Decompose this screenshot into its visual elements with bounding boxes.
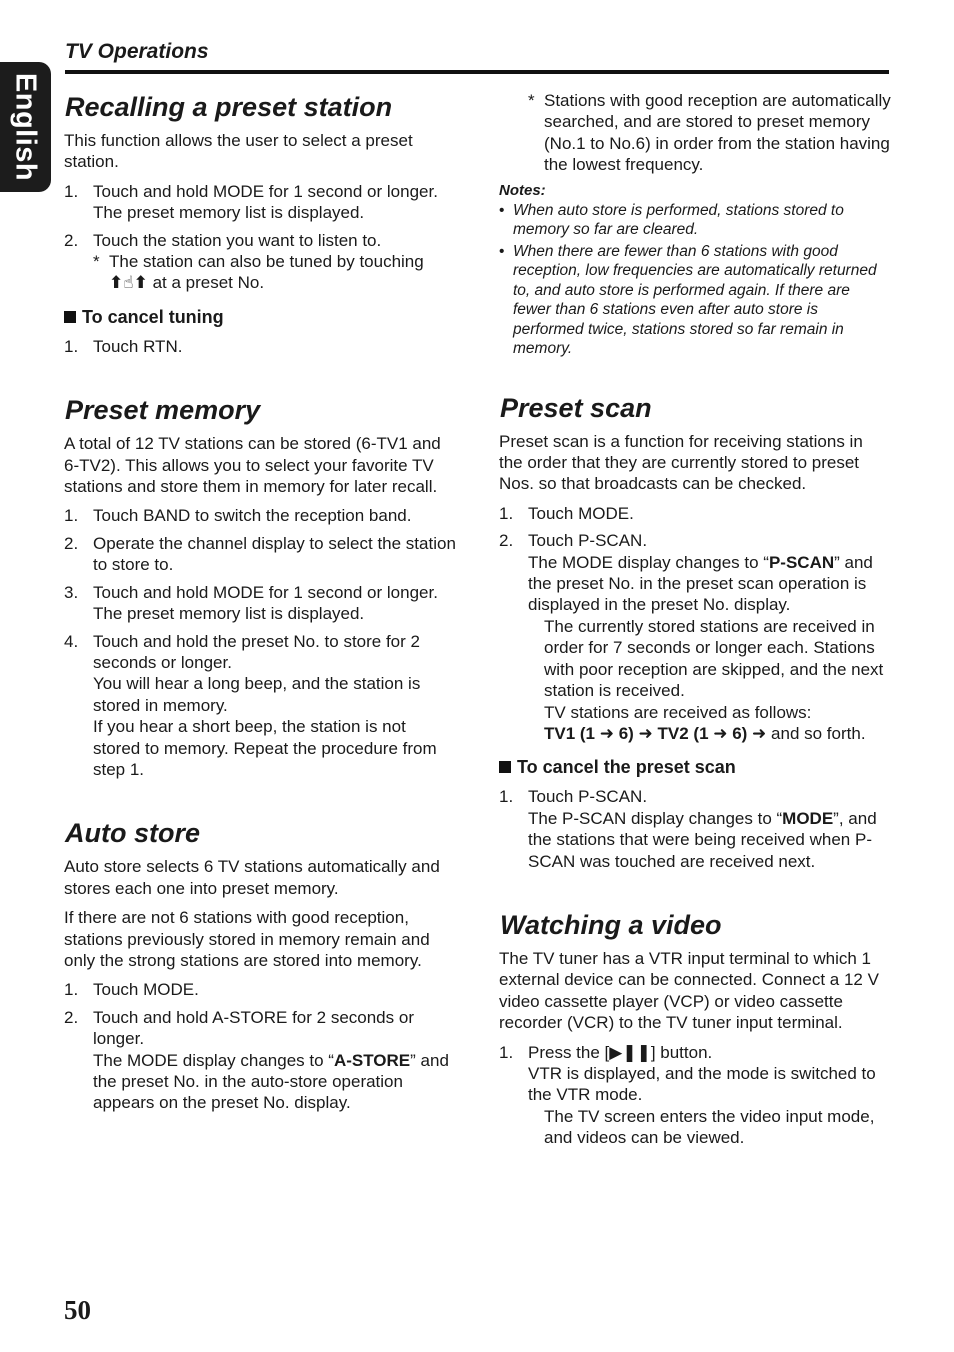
video-steps bbox=[499, 1042, 891, 1149]
list-item: 2. Touch the station you want to listen to. * The station can also be tuned by touching ⬆☝⬆ at a preset No. bbox=[64, 230, 456, 294]
list-item: 2. Touch and hold A-STORE for 2 seconds or longer. The MODE display changes to “A-STORE” and the preset No. in the auto-store operation appears on the preset No. display. bbox=[64, 1007, 449, 1113]
recall-intro: This function allows the user to select a preset station. bbox=[64, 131, 413, 172]
list-item: 1. Press the [▶❚❚] button. VTR is displayed, and the mode is switched to the VTR mode. The TV screen enters the video input mode, and videos can be viewed. bbox=[499, 1042, 876, 1148]
auto-store-intro2: If there are not 6 stations with good reception, stations previously stored in memory remain and only the strong stations are stored into memory. bbox=[64, 908, 430, 970]
cancel-scan-heading: To cancel the preset scan bbox=[499, 756, 891, 778]
preset-scan-intro: Preset scan is a function for receiving stations in the order that they are currently stored to preset Nos. so that broadcasts can be checked. bbox=[499, 431, 863, 494]
language-tab bbox=[0, 62, 51, 192]
preset-memory-steps bbox=[64, 505, 456, 780]
recall-step1: Touch and hold MODE for 1 second or longer. bbox=[93, 181, 438, 201]
header-rule bbox=[65, 70, 889, 74]
note-item: • When auto store is performed, stations stored to memory so far are cleared. bbox=[499, 201, 844, 239]
list-item: 1. Touch RTN. bbox=[64, 336, 183, 356]
play-pause-icon: ▶❚❚ bbox=[609, 1042, 651, 1062]
list-item: 1. Touch P-SCAN. The P-SCAN display changes to “MODE”, and the stations that were being received when P-SCAN was touched are received next. bbox=[499, 787, 877, 871]
list-item: 1. Touch MODE. bbox=[64, 980, 199, 1000]
recall-step1-sub: The preset memory list is displayed. bbox=[93, 203, 365, 223]
preset-memory-title: Preset memory bbox=[65, 395, 261, 426]
section-label: TV Operations bbox=[65, 40, 209, 63]
auto-store-intro1: Auto store selects 6 TV stations automatically and stores each one into preset memory. bbox=[64, 857, 440, 898]
notes-title: Notes: bbox=[499, 181, 546, 199]
page-number: 50 bbox=[64, 1295, 91, 1325]
list-item: 2. Touch P-SCAN. The MODE display changes to “P-SCAN” and the preset No. in the preset scan operation is displayed in the preset No. display. The currently stored stations are received in order for 7 seconds or longer each. Stations with poor reception are skipped, and the next station is received. TV stations are received as follows: TV1 (1 ➜ 6) ➜ TV2 (1 ➜ 6) ➜ and so forth. bbox=[499, 531, 884, 743]
cancel-tuning-steps bbox=[64, 336, 456, 357]
language-tab-label: English bbox=[9, 72, 42, 182]
watching-video-title: Watching a video bbox=[500, 909, 722, 940]
recall-step2: Touch the station you want to listen to. bbox=[93, 230, 382, 250]
recall-title: Recalling a preset station bbox=[65, 92, 393, 122]
cancel-scan-steps bbox=[499, 786, 891, 872]
list-item: 1. Touch and hold MODE for 1 second or longer. The preset memory list is displayed. bbox=[64, 181, 456, 224]
list-item: 1. Touch BAND to switch the reception band. bbox=[64, 506, 412, 526]
auto-store-title: Auto store bbox=[65, 818, 200, 849]
right-column bbox=[499, 90, 891, 1155]
cancel-tuning-heading: To cancel tuning bbox=[64, 306, 456, 328]
list-item: 2. Operate the channel display to select the station to store to. bbox=[64, 533, 456, 575]
list-item: 1. Touch MODE. bbox=[499, 503, 634, 523]
auto-store-star-note: * Stations with good reception are automatically searched, and are stored to preset memory (No.1 to No.6) in order from the station having the lowest frequency. bbox=[528, 91, 891, 175]
list-item: 4. Touch and hold the preset No. to store for 2 seconds or longer. You will hear a long beep, and the station is stored in memory. If you hear a short beep, the station is not stored to memory. Repeat the procedure from step 1. bbox=[64, 631, 437, 779]
recall-step2-note: * The station can also be tuned by touching ⬆☝⬆ at a preset No. bbox=[93, 252, 424, 293]
preset-arrows-icon: ⬆☝⬆ bbox=[109, 273, 148, 293]
list-item: 3. Touch and hold MODE for 1 second or longer. The preset memory list is displayed. bbox=[64, 582, 438, 624]
left-column bbox=[64, 90, 456, 1120]
recall-steps bbox=[64, 181, 456, 294]
preset-scan-steps bbox=[499, 503, 891, 744]
note-item: • When there are fewer than 6 stations with good reception, low frequencies are automatically returned to, and auto store is performed again. If there are fewer than 6 stations even after auto store is performed twice, stations stored so far remain in memory. bbox=[499, 242, 877, 358]
preset-scan-title: Preset scan bbox=[500, 392, 652, 423]
video-intro: The TV tuner has a VTR input terminal to which 1 external device can be connected. Connect a 12 V video cassette player (VCP) or video cassette recorder (VCR) to the TV tuner input terminal. bbox=[499, 948, 879, 1033]
square-bullet-icon bbox=[64, 311, 76, 323]
preset-memory-intro: A total of 12 TV stations can be stored (6-TV1 and 6-TV2). This allows you to select your favorite TV stations and store them in memory for later recall. bbox=[64, 434, 441, 497]
auto-store-steps bbox=[64, 979, 456, 1113]
square-bullet-icon bbox=[499, 761, 511, 773]
